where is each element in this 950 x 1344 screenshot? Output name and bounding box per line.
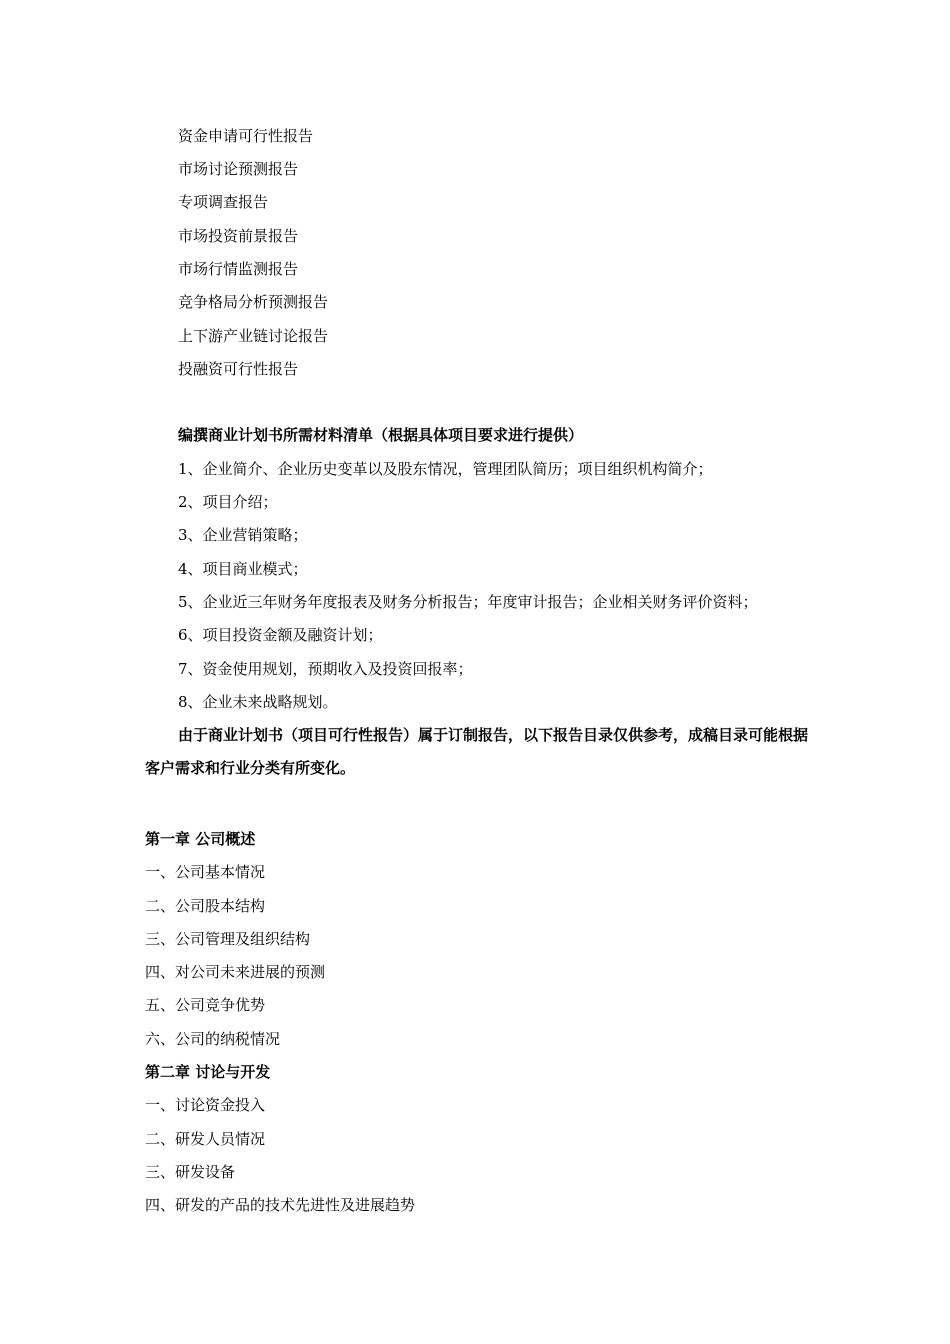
materials-item: 6、项目投资金额及融资计划； [178, 626, 383, 644]
report-type-item: 市场讨论预测报告 [178, 160, 299, 178]
materials-heading: 编撰商业计划书所需材料清单（根据具体项目要求进行提供） [178, 426, 584, 444]
chapter-section: 一、公司基本情况 [145, 863, 266, 881]
materials-item: 2、项目介绍； [178, 493, 278, 511]
report-type-item: 专项调查报告 [178, 193, 269, 211]
report-type-item: 市场投资前景报告 [178, 227, 299, 245]
chapter-section: 二、公司股本结构 [145, 897, 266, 915]
report-type-item: 投融资可行性报告 [178, 360, 299, 378]
chapter-section: 四、研发的产品的技术先进性及进展趋势 [145, 1196, 416, 1214]
materials-item: 7、资金使用规划，预期收入及投资回报率； [178, 660, 473, 678]
chapter-title: 第一章 公司概述 [145, 830, 256, 848]
materials-item: 3、企业营销策略； [178, 526, 308, 544]
report-type-item: 上下游产业链讨论报告 [178, 327, 329, 345]
chapter-section: 四、对公司未来进展的预测 [145, 963, 326, 981]
materials-item: 4、项目商业模式； [178, 560, 308, 578]
report-type-item: 市场行情监测报告 [178, 260, 299, 278]
report-type-item: 资金申请可行性报告 [178, 127, 314, 145]
chapter-section: 五、公司竞争优势 [145, 996, 266, 1014]
report-type-item: 竞争格局分析预测报告 [178, 293, 329, 311]
materials-item: 1、企业简介、企业历史变革以及股东情况，管理团队简历；项目组织机构简介； [178, 460, 713, 478]
chapter-section: 三、研发设备 [145, 1163, 236, 1181]
chapter-section: 二、研发人员情况 [145, 1130, 266, 1148]
chapter-section: 六、公司的纳税情况 [145, 1030, 281, 1048]
chapter-section: 三、公司管理及组织结构 [145, 930, 311, 948]
chapter-title: 第二章 讨论与开发 [145, 1063, 271, 1081]
materials-item: 5、企业近三年财务年度报表及财务分析报告；年度审计报告；企业相关财务评价资料； [178, 593, 758, 611]
chapter-section: 一、讨论资金投入 [145, 1096, 266, 1114]
materials-item: 8、企业未来战略规划。 [178, 693, 338, 711]
note-paragraph: 由于商业计划书（项目可行性报告）属于订制报告，以下报告目录仅供参考，成稿目录可能根据客户需求和行业分类有所变化。 [145, 726, 809, 777]
